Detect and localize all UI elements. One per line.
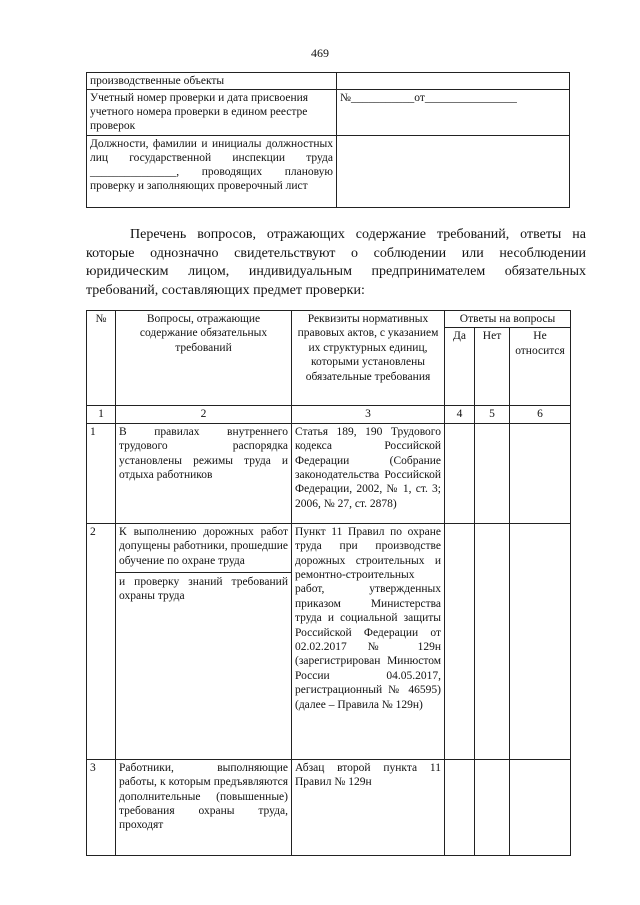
row-requisite: Пункт 11 Правил по охране труда при производстве дорожных строительных и ремонтно-строительных работ, утвержденных приказом Министерства труда и социальной защиты Российской Федерации от 02.02.2017 № 129н (зарегистрирован Минюстом России 04.05.2017, регистрационный № 46595) (далее – Правила № 129н) (292, 523, 445, 759)
inspection-info-table (86, 72, 570, 208)
inspection-number-label: Учетный номер проверки и дата присвоения учетного номера проверки в едином реестре проверок (87, 90, 337, 136)
answer-na-cell[interactable] (510, 759, 571, 855)
page-number: 469 (311, 46, 329, 60)
row-question-main: К выполнению дорожных работ допущены работники, прошедшие обучение по охране труда (119, 525, 288, 567)
row-num: 3 (87, 759, 116, 855)
col-number: 2 (116, 406, 292, 423)
header-num: № (87, 311, 116, 406)
header-na: Не относится (510, 328, 571, 406)
production-objects-value (337, 73, 570, 90)
row-question: В правилах внутреннего трудового распорядка установлены режимы труда и отдыха работников (116, 423, 292, 523)
header-no: Нет (475, 328, 510, 406)
col-number: 1 (87, 406, 116, 423)
col-number: 5 (475, 406, 510, 423)
header-yes: Да (445, 328, 475, 406)
row-question: Работники, выполняющие работы, к которым предъявляются дополнительные (повышенные) требования охраны труда, проходят (116, 759, 292, 855)
table-row (87, 759, 571, 855)
answer-na-cell[interactable] (510, 423, 571, 523)
answer-na-cell[interactable] (510, 523, 571, 759)
answer-yes-cell[interactable] (445, 523, 475, 759)
production-objects-label: производственные объекты (87, 73, 337, 90)
checklist-table (86, 310, 571, 856)
header-requisites: Реквизиты нормативных правовых актов, с указанием их структурных единиц, которыми установлены обязательные требования (292, 311, 445, 406)
inspection-number-value: №___________от________________ (337, 90, 570, 136)
table-row (87, 523, 571, 759)
row-requisite: Статья 189, 190 Трудового кодекса Российской Федерации (Собрание законодательства Российской Федерации, 2002, № 1, ст. 3; 2006, № 27, ст. 2878) (292, 423, 445, 523)
answer-yes-cell[interactable] (445, 423, 475, 523)
answer-no-cell[interactable] (475, 523, 510, 759)
col-number: 3 (292, 406, 445, 423)
col-number: 6 (510, 406, 571, 423)
answer-yes-cell[interactable] (445, 759, 475, 855)
row-num: 2 (87, 523, 116, 759)
table-row (87, 423, 571, 523)
row-question-sub: и проверку знаний требований охраны труда (116, 572, 291, 604)
answer-no-cell[interactable] (475, 759, 510, 855)
col-number: 4 (445, 406, 475, 423)
row-num: 1 (87, 423, 116, 523)
header-questions: Вопросы, отражающие содержание обязательных требований (116, 311, 292, 406)
intro-paragraph: Перечень вопросов, отражающих содержание требований, ответы на которые однозначно свидетельствуют о соблюдении или несоблюдении юридическим лицом, индивидуальным предпринимателем обязательных требований, составляющих предмет проверки: (86, 227, 586, 298)
inspectors-value (337, 136, 570, 208)
row-requisite: Абзац второй пункта 11 Правил № 129н (292, 759, 445, 855)
inspectors-label: Должности, фамилии и инициалы должностных лиц государственной инспекции труда _______________, проводящих плановую проверку и заполняющих проверочный лист (87, 136, 337, 208)
answer-no-cell[interactable] (475, 423, 510, 523)
header-answers: Ответы на вопросы (445, 311, 571, 328)
row-question (116, 523, 292, 759)
